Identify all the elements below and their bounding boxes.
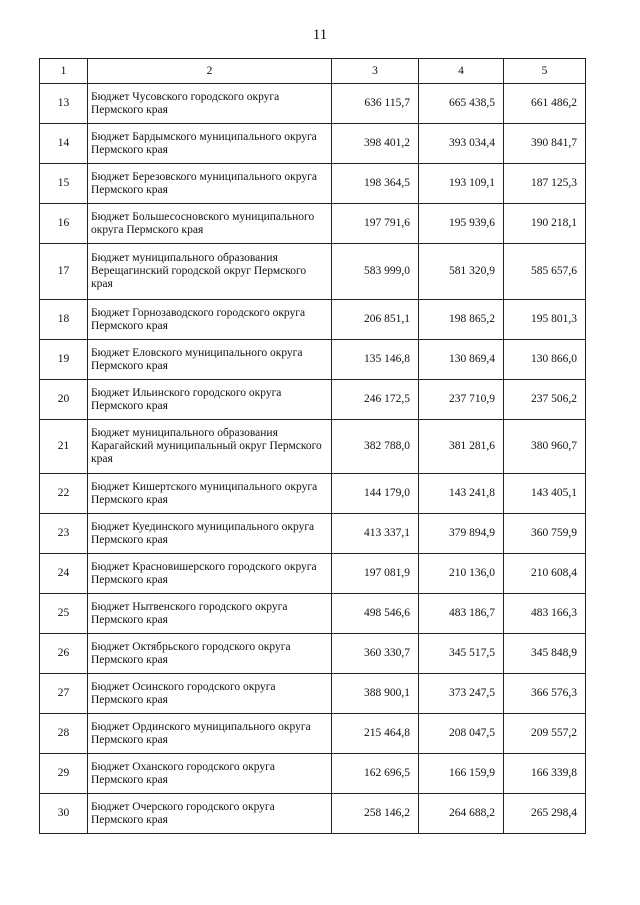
budget-name: Бюджет Красновишерского городского округа Пермского края (88, 554, 332, 594)
value-col-3: 215 464,8 (332, 714, 419, 754)
row-number: 13 (40, 84, 88, 124)
value-col-3: 197 081,9 (332, 554, 419, 594)
value-col-3: 258 146,2 (332, 794, 419, 834)
value-col-5: 210 608,4 (504, 554, 586, 594)
budget-name: Бюджет Горнозаводского городского округа Пермского края (88, 300, 332, 340)
value-col-5: 237 506,2 (504, 380, 586, 420)
row-number: 14 (40, 124, 88, 164)
budget-name: Бюджет муниципального образования Карагайский муниципальный округ Пермского края (88, 420, 332, 474)
budget-name: Бюджет Чусовского городского округа Пермского края (88, 84, 332, 124)
row-number: 24 (40, 554, 88, 594)
value-col-5: 390 841,7 (504, 124, 586, 164)
budget-name: Бюджет Кишертского муниципального округа Пермского края (88, 474, 332, 514)
value-col-5: 187 125,3 (504, 164, 586, 204)
table-row (40, 674, 586, 714)
value-col-4: 483 186,7 (419, 594, 504, 634)
value-col-5: 585 657,6 (504, 244, 586, 300)
value-col-4: 237 710,9 (419, 380, 504, 420)
value-col-3: 197 791,6 (332, 204, 419, 244)
value-col-4: 381 281,6 (419, 420, 504, 474)
value-col-4: 581 320,9 (419, 244, 504, 300)
header-col-5: 5 (504, 59, 586, 84)
table-row (40, 340, 586, 380)
budget-name: Бюджет Березовского муниципального округа Пермского края (88, 164, 332, 204)
budget-name: Бюджет Очерского городского округа Пермского края (88, 794, 332, 834)
row-number: 21 (40, 420, 88, 474)
value-col-3: 636 115,7 (332, 84, 419, 124)
table-row (40, 514, 586, 554)
table-row (40, 380, 586, 420)
budget-name: Бюджет Осинского городского округа Пермского края (88, 674, 332, 714)
header-col-1: 1 (40, 59, 88, 84)
value-col-3: 144 179,0 (332, 474, 419, 514)
row-number: 29 (40, 754, 88, 794)
value-col-5: 143 405,1 (504, 474, 586, 514)
budget-name: Бюджет Куединского муниципального округа Пермского края (88, 514, 332, 554)
table-row (40, 164, 586, 204)
table-row (40, 300, 586, 340)
value-col-5: 380 960,7 (504, 420, 586, 474)
row-number: 15 (40, 164, 88, 204)
budget-name: Бюджет Бардымского муниципального округа Пермского края (88, 124, 332, 164)
value-col-4: 345 517,5 (419, 634, 504, 674)
header-col-4: 4 (419, 59, 504, 84)
value-col-5: 209 557,2 (504, 714, 586, 754)
value-col-3: 388 900,1 (332, 674, 419, 714)
value-col-5: 661 486,2 (504, 84, 586, 124)
row-number: 23 (40, 514, 88, 554)
value-col-3: 360 330,7 (332, 634, 419, 674)
budget-table (39, 58, 586, 834)
value-col-4: 264 688,2 (419, 794, 504, 834)
value-col-4: 208 047,5 (419, 714, 504, 754)
table-row (40, 84, 586, 124)
value-col-3: 413 337,1 (332, 514, 419, 554)
value-col-5: 345 848,9 (504, 634, 586, 674)
budget-name: Бюджет Октябрьского городского округа Пермского края (88, 634, 332, 674)
value-col-5: 195 801,3 (504, 300, 586, 340)
row-number: 16 (40, 204, 88, 244)
value-col-3: 162 696,5 (332, 754, 419, 794)
table-row (40, 754, 586, 794)
table-row (40, 634, 586, 674)
value-col-3: 206 851,1 (332, 300, 419, 340)
value-col-5: 360 759,9 (504, 514, 586, 554)
value-col-3: 498 546,6 (332, 594, 419, 634)
budget-name: Бюджет Ильинского городского округа Пермского края (88, 380, 332, 420)
table-row (40, 244, 586, 300)
row-number: 17 (40, 244, 88, 300)
row-number: 28 (40, 714, 88, 754)
value-col-4: 195 939,6 (419, 204, 504, 244)
row-number: 27 (40, 674, 88, 714)
page-number: 11 (312, 27, 328, 43)
row-number: 30 (40, 794, 88, 834)
row-number: 22 (40, 474, 88, 514)
header-col-2: 2 (88, 59, 332, 84)
value-col-5: 190 218,1 (504, 204, 586, 244)
header-col-3: 3 (332, 59, 419, 84)
table-row (40, 124, 586, 164)
table-row (40, 554, 586, 594)
value-col-4: 665 438,5 (419, 84, 504, 124)
value-col-5: 366 576,3 (504, 674, 586, 714)
table-row (40, 594, 586, 634)
value-col-4: 198 865,2 (419, 300, 504, 340)
row-number: 20 (40, 380, 88, 420)
value-col-4: 193 109,1 (419, 164, 504, 204)
budget-name: Бюджет Нытвенского городского округа Пермского края (88, 594, 332, 634)
value-col-5: 130 866,0 (504, 340, 586, 380)
value-col-3: 198 364,5 (332, 164, 419, 204)
value-col-4: 130 869,4 (419, 340, 504, 380)
value-col-3: 246 172,5 (332, 380, 419, 420)
value-col-5: 483 166,3 (504, 594, 586, 634)
value-col-5: 265 298,4 (504, 794, 586, 834)
value-col-4: 393 034,4 (419, 124, 504, 164)
value-col-3: 382 788,0 (332, 420, 419, 474)
value-col-3: 583 999,0 (332, 244, 419, 300)
value-col-3: 135 146,8 (332, 340, 419, 380)
table-row (40, 204, 586, 244)
value-col-4: 143 241,8 (419, 474, 504, 514)
value-col-4: 373 247,5 (419, 674, 504, 714)
value-col-4: 379 894,9 (419, 514, 504, 554)
value-col-4: 210 136,0 (419, 554, 504, 594)
table-row (40, 794, 586, 834)
budget-name: Бюджет Оханского городского округа Пермского края (88, 754, 332, 794)
budget-name: Бюджет Еловского муниципального округа Пермского края (88, 340, 332, 380)
budget-name: Бюджет Ординского муниципального округа Пермского края (88, 714, 332, 754)
value-col-3: 398 401,2 (332, 124, 419, 164)
table-row (40, 714, 586, 754)
value-col-5: 166 339,8 (504, 754, 586, 794)
budget-name: Бюджет Большесосновского муниципального округа Пермского края (88, 204, 332, 244)
header-row (40, 59, 586, 84)
table-row (40, 420, 586, 474)
row-number: 25 (40, 594, 88, 634)
row-number: 19 (40, 340, 88, 380)
budget-name: Бюджет муниципального образования Верещагинский городской округ Пермского края (88, 244, 332, 300)
row-number: 26 (40, 634, 88, 674)
row-number: 18 (40, 300, 88, 340)
value-col-4: 166 159,9 (419, 754, 504, 794)
table-row (40, 474, 586, 514)
